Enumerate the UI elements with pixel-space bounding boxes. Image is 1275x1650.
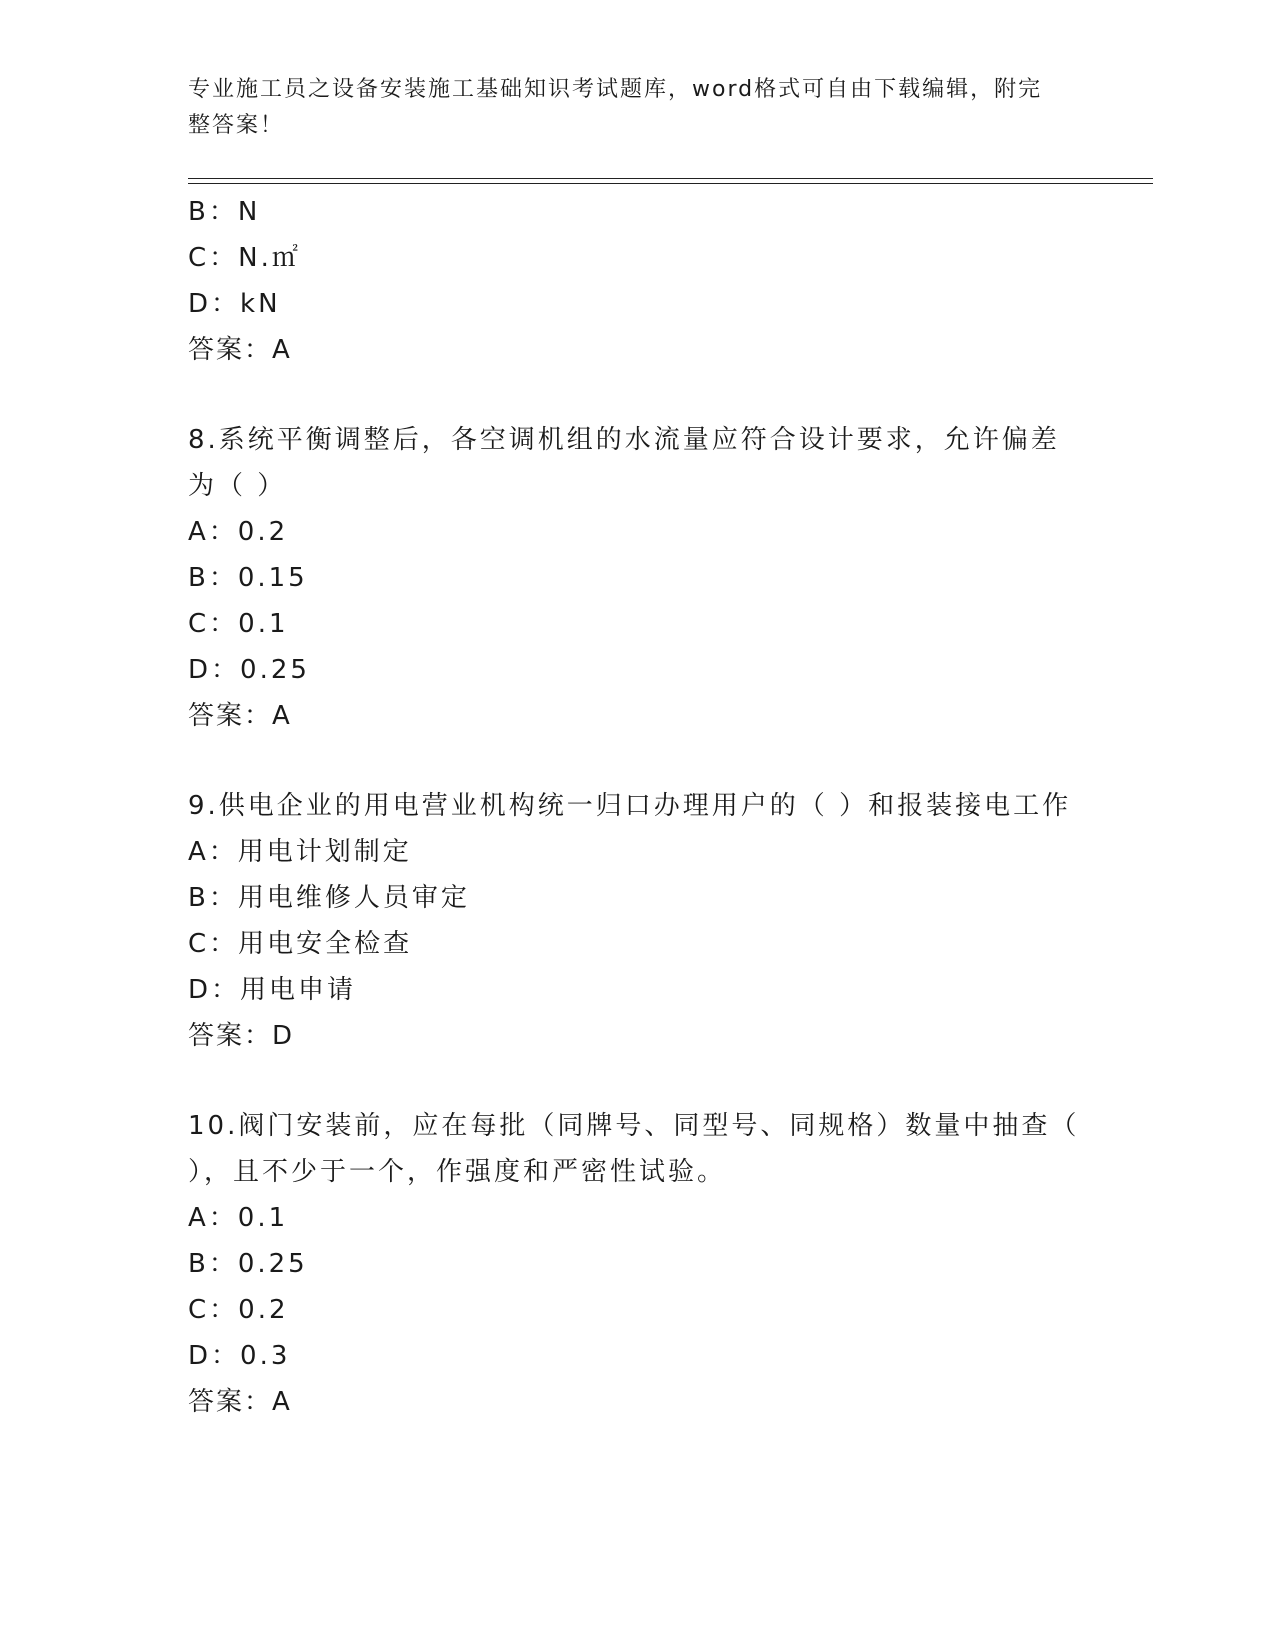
answer-line: 答案：A — [188, 335, 292, 365]
option-c: C：用电安全检查 — [188, 929, 413, 959]
question-stem-line: 10.阀门安装前，应在每批（同牌号、同型号、同规格）数量中抽查（ — [188, 1111, 1080, 1141]
document-body — [188, 189, 1088, 1425]
question-stem-line: ），且不少于一个，作强度和严密性试验。 — [188, 1157, 727, 1187]
header-divider-top — [188, 178, 1153, 179]
option-d: D：用电申请 — [188, 975, 357, 1005]
question-9 — [188, 783, 1088, 1059]
document-header — [188, 72, 1088, 144]
option-a: A：0.1 — [188, 1203, 289, 1233]
option-b: B：N — [188, 197, 261, 227]
option-c: C：0.1 — [188, 609, 289, 639]
option-d: D：0.25 — [188, 655, 310, 685]
header-divider-bottom — [188, 183, 1153, 184]
option-d: D：kN — [188, 289, 281, 319]
previous-question-tail — [188, 189, 1088, 373]
option-b: B：0.25 — [188, 1249, 308, 1279]
header-line-1: 专业施工员之设备安装施工基础知识考试题库，word格式可自由下载编辑，附完 — [188, 77, 1043, 102]
option-a: A：用电计划制定 — [188, 837, 412, 867]
option-b: B：用电维修人员审定 — [188, 883, 470, 913]
header-line-2: 整答案！ — [188, 113, 285, 138]
option-c: C：0.2 — [188, 1295, 289, 1325]
question-10 — [188, 1103, 1088, 1425]
option-a: A：0.2 — [188, 517, 289, 547]
option-d: D：0.3 — [188, 1341, 291, 1371]
answer-line: 答案：A — [188, 701, 292, 731]
question-8 — [188, 417, 1088, 739]
question-stem-line: 8.系统平衡调整后，各空调机组的水流量应符合设计要求，允许偏差 — [188, 425, 1060, 455]
question-stem-line: 9.供电企业的用电营业机构统一归口办理用户的（ ）和报装接电工作 — [188, 791, 1072, 821]
option-b: B：0.15 — [188, 563, 308, 593]
option-c: C：N.㎡ — [188, 243, 301, 273]
answer-line: 答案：A — [188, 1387, 292, 1417]
answer-line: 答案：D — [188, 1021, 295, 1051]
question-stem-line: 为（ ） — [188, 471, 287, 501]
